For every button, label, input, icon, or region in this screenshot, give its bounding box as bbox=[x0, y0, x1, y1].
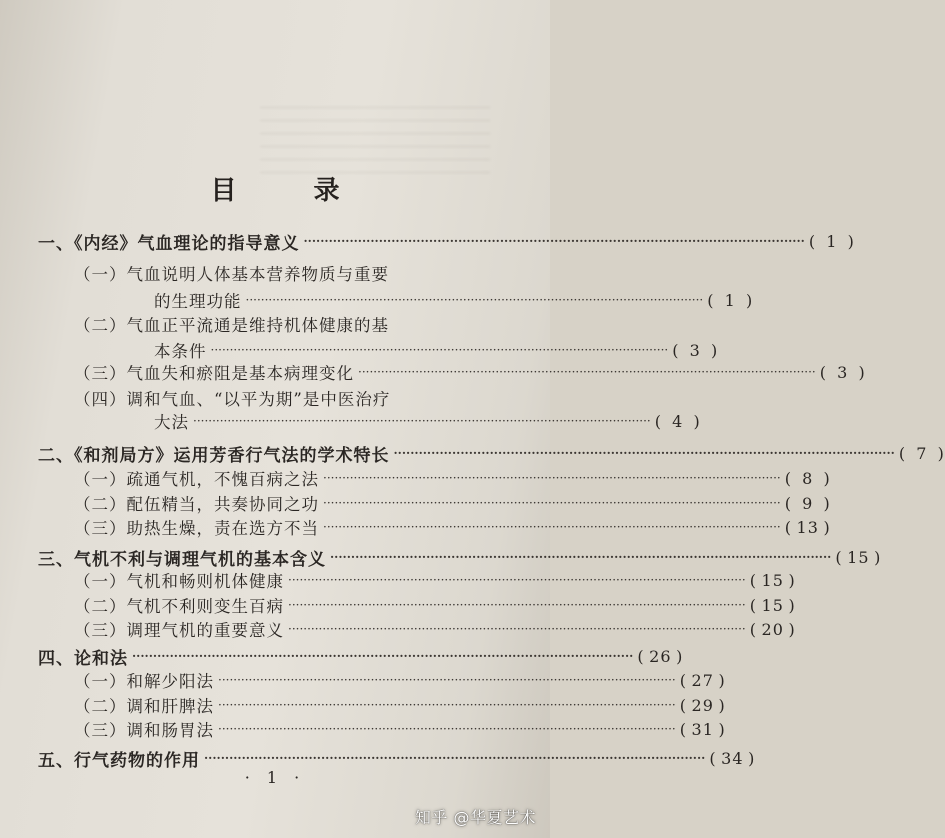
toc-entry-text: （一）气血说明人体基本营养物质与重要 bbox=[74, 265, 389, 284]
toc-page-number bbox=[899, 444, 945, 463]
dot-leader: ························································································································ bbox=[330, 550, 832, 564]
paren-close: ) bbox=[710, 340, 719, 360]
toc-page-number bbox=[835, 548, 881, 567]
toc-entry bbox=[74, 592, 796, 618]
page-value: 7 bbox=[916, 443, 928, 463]
paren-close: ) bbox=[823, 517, 831, 537]
toc-page-number bbox=[785, 469, 831, 488]
paren-open: ( bbox=[835, 547, 843, 567]
toc-entry-text: （三）气血失和瘀阻是基本病理变化 bbox=[74, 364, 354, 383]
paren-open: ( bbox=[898, 443, 907, 463]
page-value: 31 bbox=[691, 719, 714, 739]
toc-page-number bbox=[785, 494, 831, 513]
toc-entry bbox=[74, 490, 831, 516]
dot-leader: ························································································································ bbox=[245, 293, 704, 307]
toc-page-number bbox=[785, 518, 831, 537]
page-value: 1 bbox=[724, 290, 736, 310]
toc-entry bbox=[74, 465, 831, 491]
dot-leader: ························································································································ bbox=[358, 365, 816, 379]
toc-entry bbox=[74, 567, 796, 593]
toc-page-number bbox=[680, 671, 726, 690]
dot-leader: ························································································································ bbox=[323, 496, 781, 510]
toc-entry-text: 本条件 bbox=[154, 342, 207, 361]
toc-entry bbox=[154, 287, 754, 313]
paren-open: ( bbox=[819, 362, 827, 382]
toc-section bbox=[38, 228, 855, 254]
toc-entry-text: （三）助热生燥，责在选方不当 bbox=[74, 519, 319, 538]
toc-page-number bbox=[680, 696, 726, 715]
toc-page-number bbox=[809, 232, 855, 251]
page-value: 15 bbox=[761, 570, 784, 590]
toc-entry bbox=[74, 667, 726, 693]
paren-open: ( bbox=[637, 646, 645, 666]
toc-entry-text: （三）调和肠胃法 bbox=[74, 721, 214, 740]
paren-open: ( bbox=[749, 570, 757, 590]
dot-leader: ························································································································ bbox=[303, 234, 805, 248]
paren-close: ) bbox=[788, 619, 796, 639]
toc-page-number bbox=[680, 720, 726, 739]
toc-entry-text: （一）和解少阳法 bbox=[74, 672, 214, 691]
paren-close: ) bbox=[874, 547, 882, 567]
paren-close: ) bbox=[858, 362, 866, 382]
toc-entry-text: （一）疏通气机，不愧百病之法 bbox=[74, 470, 319, 489]
toc-page-number bbox=[637, 647, 683, 666]
paren-open: ( bbox=[707, 290, 715, 310]
paren-open: ( bbox=[808, 231, 817, 251]
dot-leader: ························································································································ bbox=[218, 698, 676, 712]
page-value: 26 bbox=[649, 646, 672, 666]
paren-close: ) bbox=[847, 231, 855, 251]
paren-close: ) bbox=[718, 670, 726, 690]
dot-leader: ························································································································ bbox=[323, 520, 781, 534]
toc-entry bbox=[74, 514, 831, 540]
page-value: 3 bbox=[689, 340, 701, 360]
toc-section bbox=[38, 440, 945, 466]
paren-close: ) bbox=[676, 646, 684, 666]
paren-open: ( bbox=[679, 695, 687, 715]
toc-entry-text: （二）配伍精当，共奏协同之功 bbox=[74, 495, 319, 514]
paren-close: ) bbox=[937, 443, 945, 463]
paren-close: ) bbox=[788, 595, 796, 615]
toc-page-number bbox=[709, 749, 755, 768]
paren-close: ) bbox=[788, 570, 796, 590]
toc-entry-text: 一、《内经》气血理论的指导意义 bbox=[38, 233, 300, 254]
toc-entry bbox=[74, 716, 726, 742]
paren-open: ( bbox=[784, 517, 792, 537]
paren-open: ( bbox=[679, 719, 687, 739]
dot-leader: ························································································································ bbox=[393, 446, 895, 460]
toc-page-number bbox=[672, 341, 718, 360]
page-value: 13 bbox=[796, 517, 819, 537]
toc-entry-text: （二）气机不利则变生百病 bbox=[74, 597, 284, 616]
page-value: 9 bbox=[802, 493, 814, 513]
toc-page-number bbox=[750, 620, 796, 639]
dot-leader: ························································································································ bbox=[218, 722, 676, 736]
toc-entry bbox=[154, 408, 701, 434]
paren-close: ) bbox=[718, 695, 726, 715]
paren-open: ( bbox=[784, 493, 792, 513]
paren-close: ) bbox=[693, 411, 701, 431]
dot-leader: ························································································································ bbox=[288, 622, 746, 636]
paren-open: ( bbox=[654, 411, 662, 431]
dot-leader: ························································································································ bbox=[323, 471, 781, 485]
page-value: 15 bbox=[761, 595, 784, 615]
toc-entry-text: （二）调和肝脾法 bbox=[74, 697, 214, 716]
toc-entry bbox=[74, 260, 478, 286]
page-value: 8 bbox=[802, 468, 814, 488]
toc-entry-text: 大法 bbox=[154, 413, 189, 432]
page-value: 20 bbox=[761, 619, 784, 639]
paren-open: ( bbox=[679, 670, 687, 690]
paren-close: ) bbox=[823, 493, 831, 513]
toc-page-number bbox=[750, 571, 796, 590]
toc-entry bbox=[74, 359, 866, 385]
toc-entry-text: 二、《和剂局方》运用芳香行气法的学术特长 bbox=[38, 445, 390, 466]
dot-leader: ························································································································ bbox=[218, 673, 676, 687]
paren-open: ( bbox=[784, 468, 792, 488]
toc-page-number bbox=[820, 363, 866, 382]
toc-page-number bbox=[750, 596, 796, 615]
paren-open: ( bbox=[749, 619, 757, 639]
page-value: 1 bbox=[826, 231, 838, 251]
page-value: 29 bbox=[691, 695, 714, 715]
watermark: 知乎 @华夏艺术 bbox=[414, 808, 536, 827]
dot-leader: ························································································································ bbox=[210, 343, 669, 357]
dot-leader: ························································································································ bbox=[288, 573, 746, 587]
toc-entry-text: （三）调理气机的重要意义 bbox=[74, 621, 284, 640]
dot-leader: ························································································································ bbox=[204, 751, 706, 765]
dot-leader: ························································································································ bbox=[132, 649, 634, 663]
page-number: · 1 · bbox=[244, 768, 306, 787]
paren-open: ( bbox=[672, 340, 680, 360]
toc-page-number bbox=[655, 412, 701, 431]
toc-entry-text: 的生理功能 bbox=[154, 292, 242, 311]
toc-entry-text: 三、气机不利与调理气机的基本含义 bbox=[38, 549, 326, 570]
paren-close: ) bbox=[823, 468, 831, 488]
dot-leader: ························································································································ bbox=[193, 414, 651, 428]
paren-close: ) bbox=[748, 748, 756, 768]
paren-open: ( bbox=[749, 595, 757, 615]
toc-entry-text: （一）气机和畅则机体健康 bbox=[74, 572, 284, 591]
toc-entry bbox=[74, 692, 726, 718]
page-value: 4 bbox=[672, 411, 684, 431]
toc-entry bbox=[74, 616, 796, 642]
toc-section bbox=[38, 643, 684, 669]
toc-entry-text: （四）调和气血、“以平为期”是中医治疗 bbox=[74, 390, 391, 409]
toc-page-number bbox=[707, 291, 753, 310]
paren-open: ( bbox=[709, 748, 717, 768]
toc-entry-text: 五、行气药物的作用 bbox=[38, 750, 200, 771]
paren-close: ) bbox=[718, 719, 726, 739]
page-title: 目 录 bbox=[210, 176, 374, 206]
toc-entry-text: 四、论和法 bbox=[38, 648, 128, 669]
toc-entry bbox=[74, 311, 478, 337]
toc-entry-text: （二）气血正平流通是维持机体健康的基 bbox=[74, 316, 389, 335]
dot-leader: ························································································································ bbox=[288, 598, 746, 612]
page-value: 27 bbox=[691, 670, 714, 690]
page-value: 3 bbox=[837, 362, 849, 382]
page-value: 34 bbox=[721, 748, 744, 768]
paren-close: ) bbox=[745, 290, 754, 310]
page-value: 15 bbox=[847, 547, 870, 567]
